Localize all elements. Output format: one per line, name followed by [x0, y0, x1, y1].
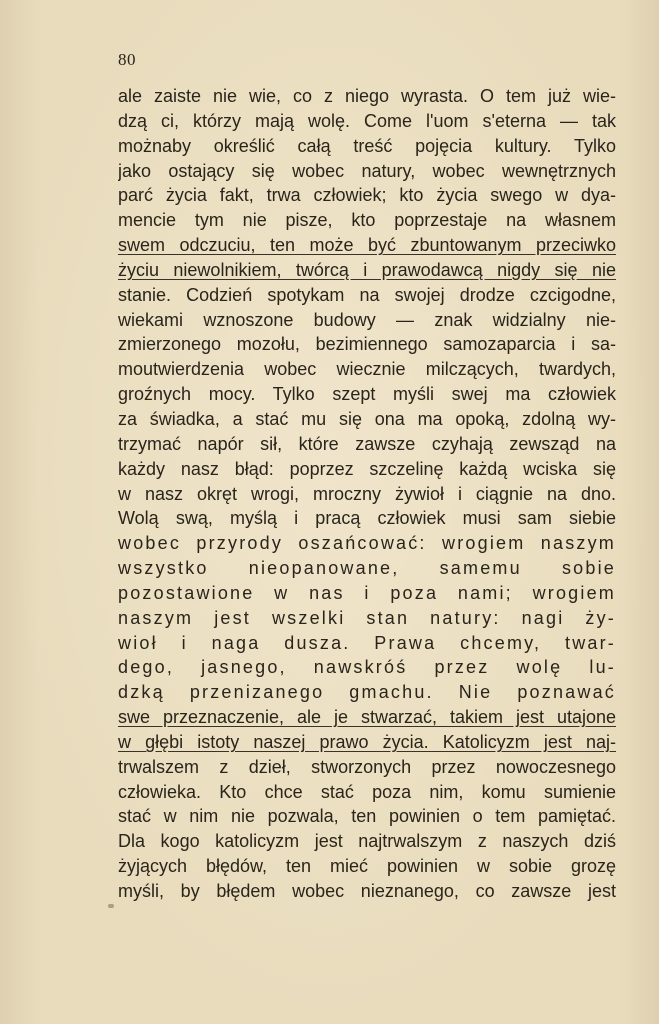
text-line: trwalszem z dzieł, stworzonych przez nowoczesnego — [118, 756, 616, 777]
text-line: w nasz okręt wrogi, mroczny żywioł i ciągnie na dno. — [118, 483, 616, 504]
body-text — [118, 84, 616, 904]
ink-smudge — [108, 904, 114, 908]
text-line: jako ostający się wobec natury, wobec wewnętrznych — [118, 160, 616, 181]
text-line-spaced: pozostawione w nas i poza nami; wrogiem — [118, 582, 616, 603]
text-line: zmierzonego mozołu, bezimiennego samozaparcia i sa- — [118, 334, 616, 355]
text-line: człowieka. Kto chce stać poza nim, komu sumienie — [118, 781, 616, 802]
text-line: stać w nim nie pozwala, ten powinien o tem pamiętać. — [118, 806, 616, 827]
text-line: za świadka, a stać mu się ona ma opoką, zdolną wy- — [118, 408, 616, 429]
text-line: żyjących błędów, ten mieć powinien w sobie grozę — [118, 856, 616, 877]
text-line: możnaby określić całą treść pojęcia kultury. Tylko — [118, 135, 616, 156]
text-line-underlined: mencie tym nie pisze, kto poprzestaje na własnem — [118, 210, 616, 231]
page-number: 80 — [118, 50, 136, 69]
text-line: stanie. Codzień spotykam na swojej drodze czcigodne, — [118, 284, 616, 305]
text-line: ale zaiste nie wie, co z niego wyrasta. O tem już wie- — [118, 86, 616, 106]
text-line-spaced: wioł i naga dusza. Prawa chcemy, twar- — [118, 632, 616, 653]
text-line: każdy nasz błąd: poprzez szczelinę każdą wciska się — [118, 458, 616, 479]
text-line: dzą ci, którzy mają wolę. Come l'uom s'eterna — tak — [118, 110, 616, 131]
text-line: wiekami wznoszone budowy — znak widzialny nie- — [118, 309, 616, 330]
text-line: moutwierdzenia wobec wiecznie milczących, twardych, — [118, 359, 616, 380]
text-line: Wolą swą, myślą i pracą człowiek musi sam siebie — [118, 508, 616, 529]
text-line-underlined: swe przeznaczenie, ale je stwarzać, takiem jest utajone — [118, 707, 616, 728]
text-line: trzymać napór sił, które zawsze czyhają zewsząd na — [118, 433, 616, 454]
text-line-spaced: dego, jasnego, nawskróś przez wolę lu- — [118, 657, 616, 678]
text-line-spaced: naszym jest wszelki stan natury: nagi ży- — [118, 607, 616, 628]
text-line-spaced: dzką przenizanego gmachu. Nie poznawać — [118, 682, 616, 703]
text-line-underlined: życiu niewolnikiem, twórcą i prawodawcą nigdy się nie — [118, 259, 616, 280]
text-line-underlined: w głębi istoty naszej prawo życia. Katolicyzm jest naj- — [118, 731, 616, 752]
text-line-spaced: wszystko nieopanowane, samemu sobie — [118, 558, 616, 579]
text-line-underlined: swem odczuciu, ten może być zbuntowanym przeciwko — [118, 235, 616, 256]
text-line: myśli, by błędem wobec nieznanego, co zawsze jest — [118, 881, 616, 901]
text-line: parć życia fakt, trwa człowiek; kto życia swego w dya- — [118, 185, 616, 206]
text-line-spaced: wobec przyrody oszańcować: wrogiem naszym — [118, 533, 616, 554]
text-line: groźnych mocy. Tylko szept myśli swej ma człowiek — [118, 384, 616, 405]
text-line: Dla kogo katolicyzm jest najtrwalszym z naszych dziś — [118, 831, 616, 852]
